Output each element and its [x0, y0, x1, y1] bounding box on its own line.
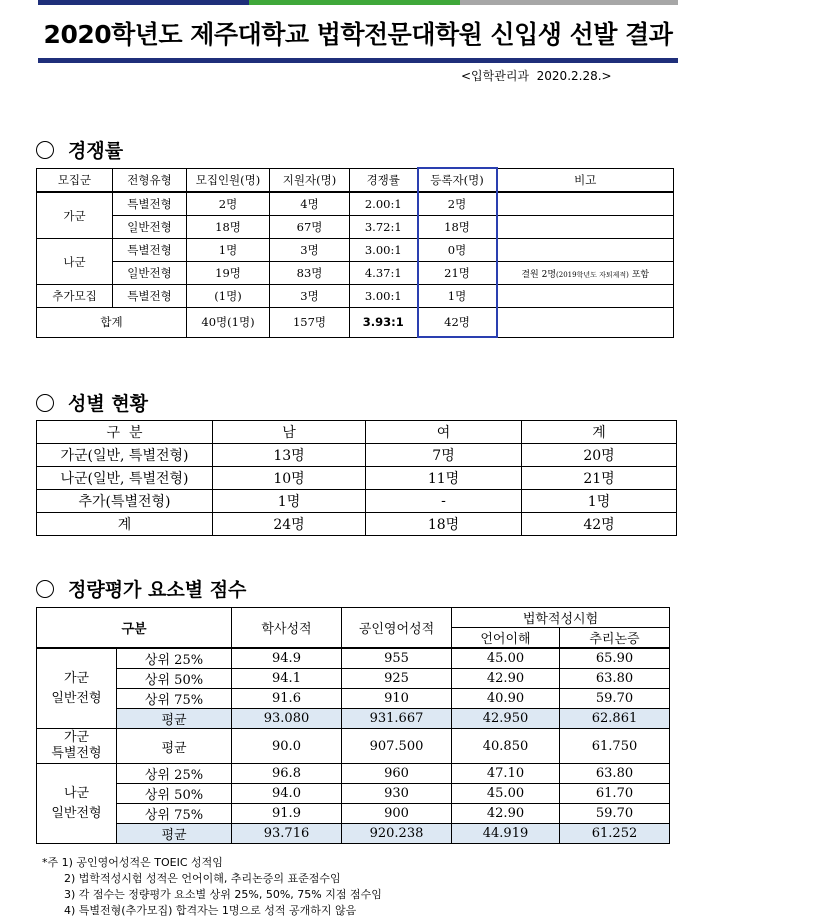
row-label: 나군(일반, 특별전형): [37, 467, 213, 490]
type-cell: 특별전형: [113, 192, 187, 216]
group-cell: 나군: [37, 239, 113, 285]
verbal-cell: 44.919: [452, 824, 560, 844]
total-cell: 1명: [522, 490, 677, 513]
reasoning-cell: 59.70: [560, 804, 670, 824]
male-cell: 24명: [213, 513, 366, 536]
page-title: 2020학년도 제주대학교 법학전문대학원 신입생 선발 결과: [43, 20, 673, 49]
header-bar-navy: [38, 0, 249, 5]
row-label: 상위 75%: [117, 689, 232, 709]
verbal-cell: 45.00: [452, 784, 560, 804]
table-row: [37, 239, 674, 262]
header-cell: 학사성적: [232, 608, 342, 649]
ratio-cell: 2.00:1: [350, 192, 418, 216]
row-label: 추가(특별전형): [37, 490, 213, 513]
table-row: [37, 729, 670, 764]
section-title: 정량평가 요소별 점수: [68, 579, 247, 601]
reasoning-cell: 65.90: [560, 648, 670, 669]
table-row: [37, 669, 670, 689]
english-cell: 960: [342, 764, 452, 784]
applicants-cell: 3명: [270, 239, 350, 262]
type-cell: 특별전형: [113, 285, 187, 308]
english-cell: 920.238: [342, 824, 452, 844]
section-title: 성별 현황: [68, 393, 149, 415]
header-cell: 전형유형: [113, 168, 187, 192]
verbal-cell: 47.10: [452, 764, 560, 784]
reasoning-cell: 61.70: [560, 784, 670, 804]
gpa-cell: 90.0: [232, 729, 342, 764]
enrolled-cell: 1명: [418, 285, 497, 308]
applicants-cell: 83명: [270, 262, 350, 285]
type-cell: 특별전형: [113, 239, 187, 262]
quota-cell: 40명(1명): [187, 308, 270, 338]
verbal-cell: 42.90: [452, 669, 560, 689]
enrolled-cell: 21명: [418, 262, 497, 285]
note-cell: [497, 308, 674, 338]
competition-table: [36, 167, 674, 338]
table-row: [37, 192, 674, 216]
section-heading-scores: [36, 575, 246, 602]
male-cell: 1명: [213, 490, 366, 513]
row-label: 상위 50%: [117, 784, 232, 804]
title-underline: [38, 58, 678, 63]
circle-bullet-icon: [36, 394, 54, 412]
verbal-cell: 42.90: [452, 804, 560, 824]
section-heading-gender: [36, 389, 148, 416]
footnote: *주 1) 공인영어성적은 TOEIC 성적임: [42, 856, 223, 869]
row-label: 계: [37, 513, 213, 536]
female-cell: 18명: [366, 513, 522, 536]
english-cell: 930: [342, 784, 452, 804]
quota-cell: 18명: [187, 216, 270, 239]
type-cell: 일반전형: [113, 216, 187, 239]
gpa-cell: 93.080: [232, 709, 342, 729]
ratio-cell: 3.00:1: [350, 285, 418, 308]
english-cell: 907.500: [342, 729, 452, 764]
footnote: 3) 각 점수는 정량평가 요소별 상위 25%, 50%, 75% 지점 점수임: [64, 888, 382, 901]
header-cell: 구 분: [37, 421, 213, 444]
note-cell: [497, 262, 674, 285]
header-cell: 계: [522, 421, 677, 444]
gpa-cell: 91.9: [232, 804, 342, 824]
average-row: [37, 709, 670, 729]
header-cell: 공인영어성적: [342, 608, 452, 649]
footnote: 4) 특별전형(추가모집) 합격자는 1명으로 성적 공개하지 않음: [64, 904, 357, 917]
issuer-date: [461, 67, 612, 84]
header-cell: 경쟁률: [350, 168, 418, 192]
note-text: 결원 2명: [521, 269, 557, 280]
table-row: [37, 804, 670, 824]
english-cell: 900: [342, 804, 452, 824]
applicants-cell: 67명: [270, 216, 350, 239]
header-color-bar: [38, 0, 678, 5]
table-row: [37, 490, 677, 513]
note-subtext: (2019학년도 자퇴제적): [556, 270, 629, 279]
table-header-row: [37, 421, 677, 444]
english-cell: 931.667: [342, 709, 452, 729]
row-label: 평균: [117, 729, 232, 764]
gpa-cell: 94.9: [232, 648, 342, 669]
table-row: [37, 262, 674, 285]
table-row: [37, 467, 677, 490]
gpa-cell: 93.716: [232, 824, 342, 844]
header-cell: 남: [213, 421, 366, 444]
header-bar-green: [249, 0, 460, 5]
row-label: 평균: [117, 824, 232, 844]
gpa-cell: 91.6: [232, 689, 342, 709]
female-cell: 11명: [366, 467, 522, 490]
group-cell: 나군 일반전형: [37, 764, 117, 844]
header-bar-gray: [460, 0, 678, 5]
note-text: 포함: [628, 269, 650, 280]
female-cell: 7명: [366, 444, 522, 467]
table-row: [37, 513, 677, 536]
male-cell: 10명: [213, 467, 366, 490]
group-cell: 가군 일반전형: [37, 648, 117, 729]
ratio-cell: 3.93:1: [350, 308, 418, 338]
note-cell: [497, 239, 674, 262]
quota-cell: 1명: [187, 239, 270, 262]
header-cell-enrolled: 등록자(명): [418, 168, 497, 192]
header-cell: 추리논증: [560, 628, 670, 649]
row-label: 상위 25%: [117, 764, 232, 784]
scores-table: [36, 607, 670, 844]
circle-bullet-icon: [36, 580, 54, 598]
note-cell: [497, 285, 674, 308]
reasoning-cell: 63.80: [560, 669, 670, 689]
section-heading-competition: [36, 136, 123, 163]
reasoning-cell: 61.750: [560, 729, 670, 764]
english-cell: 955: [342, 648, 452, 669]
reasoning-cell: 61.252: [560, 824, 670, 844]
total-cell: 20명: [522, 444, 677, 467]
row-label: 상위 25%: [117, 648, 232, 669]
verbal-cell: 42.950: [452, 709, 560, 729]
applicants-cell: 4명: [270, 192, 350, 216]
table-row: [37, 689, 670, 709]
reasoning-cell: 62.861: [560, 709, 670, 729]
header-cell: 구분: [37, 608, 232, 649]
issue-date: 2020.2.28.>: [536, 69, 612, 83]
section-title: 경쟁률: [68, 140, 124, 162]
female-cell: -: [366, 490, 522, 513]
enrolled-cell: 18명: [418, 216, 497, 239]
applicants-cell: 3명: [270, 285, 350, 308]
verbal-cell: 40.850: [452, 729, 560, 764]
circle-bullet-icon: [36, 141, 54, 159]
reasoning-cell: 63.80: [560, 764, 670, 784]
note-cell: [497, 192, 674, 216]
table-row: [37, 784, 670, 804]
gender-table: [36, 420, 677, 536]
quota-cell: 2명: [187, 192, 270, 216]
footnote: 2) 법학적성시험 성적은 언어이해, 추리논증의 표준점수임: [64, 872, 341, 885]
verbal-cell: 40.90: [452, 689, 560, 709]
ratio-cell: 4.37:1: [350, 262, 418, 285]
type-cell: 일반전형: [113, 262, 187, 285]
footnotes: [42, 855, 382, 919]
header-cell: 법학적성시험: [452, 608, 670, 628]
header-cell: 언어이해: [452, 628, 560, 649]
row-label: 가군(일반, 특별전형): [37, 444, 213, 467]
row-label: 상위 50%: [117, 669, 232, 689]
ratio-cell: 3.72:1: [350, 216, 418, 239]
table-row: [37, 648, 670, 669]
quota-cell: (1명): [187, 285, 270, 308]
header-cell: 비고: [497, 168, 674, 192]
header-cell: 모집군: [37, 168, 113, 192]
table-header-row: [37, 608, 670, 628]
reasoning-cell: 59.70: [560, 689, 670, 709]
average-row: [37, 824, 670, 844]
applicants-cell: 157명: [270, 308, 350, 338]
english-cell: 925: [342, 669, 452, 689]
header-cell: 지원자(명): [270, 168, 350, 192]
enrolled-cell: 0명: [418, 239, 497, 262]
header-cell: 여: [366, 421, 522, 444]
enrolled-cell: 42명: [418, 308, 497, 338]
enrolled-cell: 2명: [418, 192, 497, 216]
total-label: 합계: [37, 308, 187, 338]
group-cell: 가군: [37, 192, 113, 239]
total-cell: 21명: [522, 467, 677, 490]
gpa-cell: 94.1: [232, 669, 342, 689]
verbal-cell: 45.00: [452, 648, 560, 669]
gpa-cell: 94.0: [232, 784, 342, 804]
group-cell: 가군 특별전형: [37, 729, 117, 764]
row-label: 평균: [117, 709, 232, 729]
table-row: [37, 764, 670, 784]
table-row: [37, 285, 674, 308]
total-cell: 42명: [522, 513, 677, 536]
gpa-cell: 96.8: [232, 764, 342, 784]
quota-cell: 19명: [187, 262, 270, 285]
table-row: [37, 216, 674, 239]
row-label: 상위 75%: [117, 804, 232, 824]
header-cell: 모집인원(명): [187, 168, 270, 192]
table-header-row: [37, 168, 674, 192]
note-cell: [497, 216, 674, 239]
total-row: [37, 308, 674, 338]
english-cell: 910: [342, 689, 452, 709]
table-row: [37, 444, 677, 467]
male-cell: 13명: [213, 444, 366, 467]
group-cell: 추가모집: [37, 285, 113, 308]
ratio-cell: 3.00:1: [350, 239, 418, 262]
issuer-dept: <입학관리과: [461, 69, 530, 83]
